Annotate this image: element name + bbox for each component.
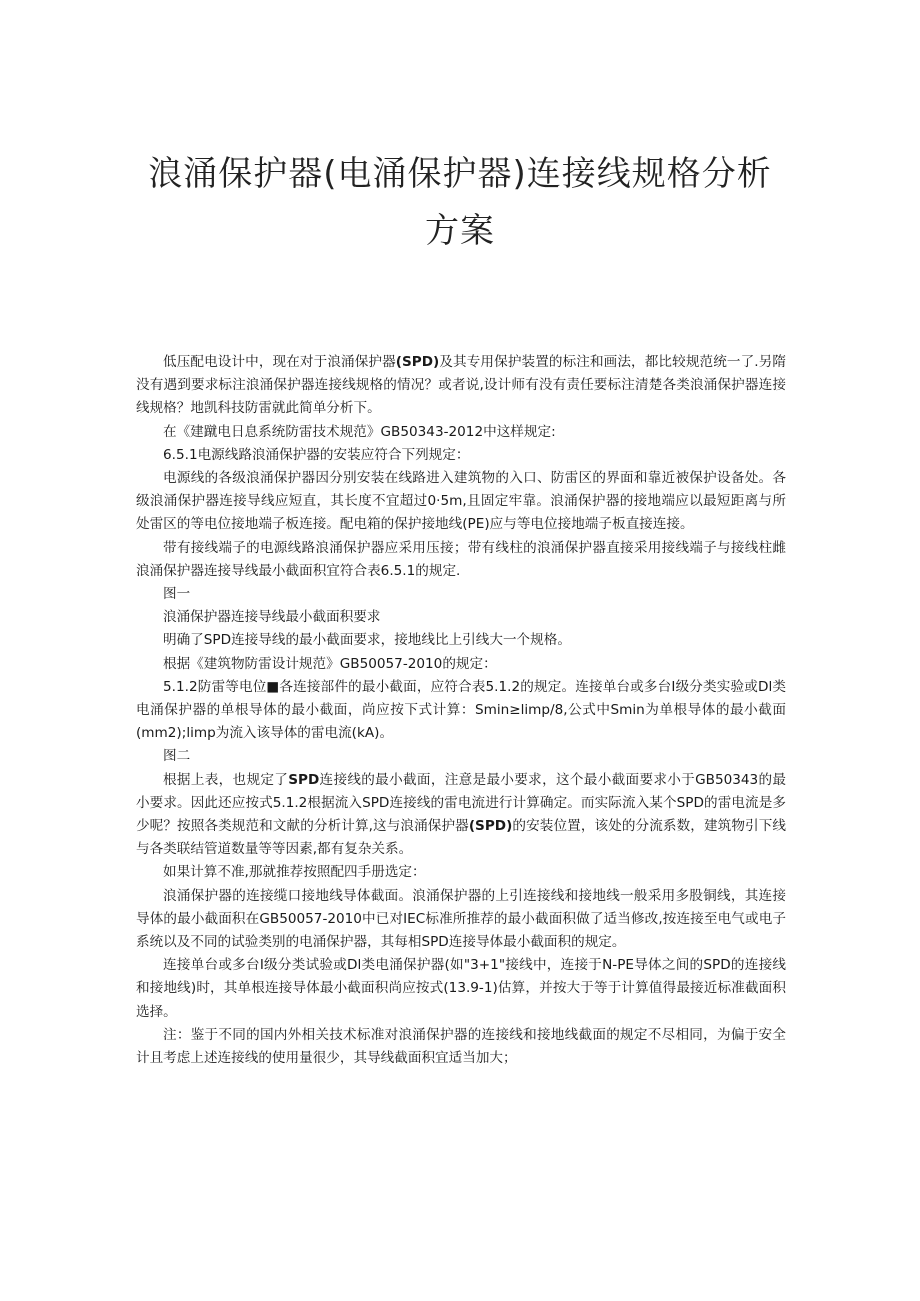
paragraph [136, 745, 786, 768]
paragraph [136, 676, 786, 746]
paragraph-text: 低压配电设计中，现在对于浪涌保护器 [163, 354, 396, 370]
paragraph [136, 351, 786, 421]
paragraph [136, 537, 786, 583]
paragraph-text: 带有接线端子的电源线路浪涌保护器应采用压接；带有线柱的浪涌保护器直接采用接线端子与接线柱雌浪涌保护器连接导线最小截面积宜符合表6.5.1的规定. [136, 539, 786, 579]
paragraph [136, 885, 786, 955]
paragraph-text: 根据《建筑物防雷设计规范》GB50057-2010的规定： [163, 655, 497, 672]
paragraph-text: 电源线的各级浪涌保护器因分别安装在线路进入建筑物的入口、防雷区的界面和靠近被保护设备处。各级浪涌保护器连接导线应短直，其长度不宜超过0·5m,且固定牢靠。浪涌保护器的接地端应以最短距离与所处雷区的等电位接地端子板连接。配电箱的保护接地线(PE)应与等电位接地端子板直接连接。 [136, 470, 786, 533]
paragraph [136, 606, 786, 629]
paragraph [136, 421, 786, 444]
paragraph [136, 769, 786, 862]
paragraph-text: 在《建蹴电日息系统防雷技术规范》GB50343-2012中这样规定: [163, 423, 556, 440]
bold-term: (SPD) [468, 818, 513, 835]
paragraph [136, 653, 786, 676]
paragraph-text: 6.5.1电源线路浪涌保护器的安装应符合下列规定： [163, 446, 470, 463]
paragraph-text: 及其专用保护装置的标注和画法，都比较规范统一了.另隋没有遇到要求标注浪涌保护器连接线规格的情况？或者说,设计师有没有责任要标注清楚各类浪涌保护器连接线规格？地凯科技防雷就此简单分析下。 [136, 354, 786, 417]
paragraph-text: 连接线的最小截面，注意是最小要求，这个最小截面要求小于GB50343的最小要求。因此还应按式5.1.2根据流入SPD连接线的雷电流进行计算确定。而实际流入某个SPD的雷电流是多少呢？按照各类规范和文献的分析计算,这与浪涌保护器 [136, 771, 787, 835]
paragraph [136, 1024, 786, 1070]
paragraph [136, 954, 786, 1024]
paragraph-text: 如果计算不准,那就推荐按照配四手册选定： [163, 864, 426, 881]
paragraph-text: 图一 [163, 586, 191, 603]
paragraph-text: 连接单台或多台I级分类试验或Dl类电涌保护器(如"3+1"接线中，连接于N-PE导体之间的SPD的连接线和接地线)时，其单根连接导体最小截面积尚应按式(13.9-1)估算，并按大于等于计算值得最接近标准截面积选择。 [136, 957, 786, 1020]
paragraph-text: 5.1.2防雷等电位■各连接部件的最小截面，应符合表5.1.2的规定。连接单台或多台I级分类实验或Dl类电涌保护器的单根导体的最小截面，尚应按下式计算：Smin≥limp∕8,公式中Smin为单根导体的最小截面(mm2);limp为流入该导体的雷电流(kA)。 [136, 678, 786, 742]
document-body [136, 351, 786, 1070]
paragraph-text: 图二 [163, 748, 191, 765]
document-title-line-1: 浪涌保护器(电涌保护器)连接线规格分析 [148, 154, 772, 194]
paragraph-text: 浪涌保护器连接导线最小截面积要求 [163, 609, 381, 626]
paragraph [136, 629, 786, 652]
paragraph-text: 的安装位置，该处的分流系数，建筑物引下线与各类联结管道数量等等因素,都有复杂关系。 [136, 818, 786, 858]
paragraph [136, 444, 786, 467]
bold-term: SPD [288, 771, 320, 788]
document-title-line-2: 方案 [425, 211, 495, 251]
paragraph [136, 467, 786, 537]
paragraph [136, 861, 786, 884]
paragraph-text: 浪涌保护器的连接缆口接地线导体截面。浪涌保护器的上引连接线和接地线一般采用多股铜线，其连接导体的最小截面积在GB50057-2010中已对IEC标准所推荐的最小截面积做了适当修改,按连接至电气或电子系统以及不同的试验类别的电涌保护器，其每相SPD连接导体最小截面积的规定。 [136, 887, 786, 951]
bold-term: (SPD) [395, 354, 440, 370]
paragraph-text: 根据上表，也规定了 [163, 771, 289, 788]
paragraph-text: 注：鉴于不同的国内外相关技术标准对浪涌保护器的连接线和接地线截面的规定不尽相同，为偏于安全计且考虑上述连接线的使用量很少，其导线截面积宜适当加大； [136, 1026, 786, 1067]
paragraph-text: 明确了SPD连接导线的最小截面要求，接地线比上引线大一个规格。 [163, 632, 571, 649]
paragraph [136, 583, 786, 606]
